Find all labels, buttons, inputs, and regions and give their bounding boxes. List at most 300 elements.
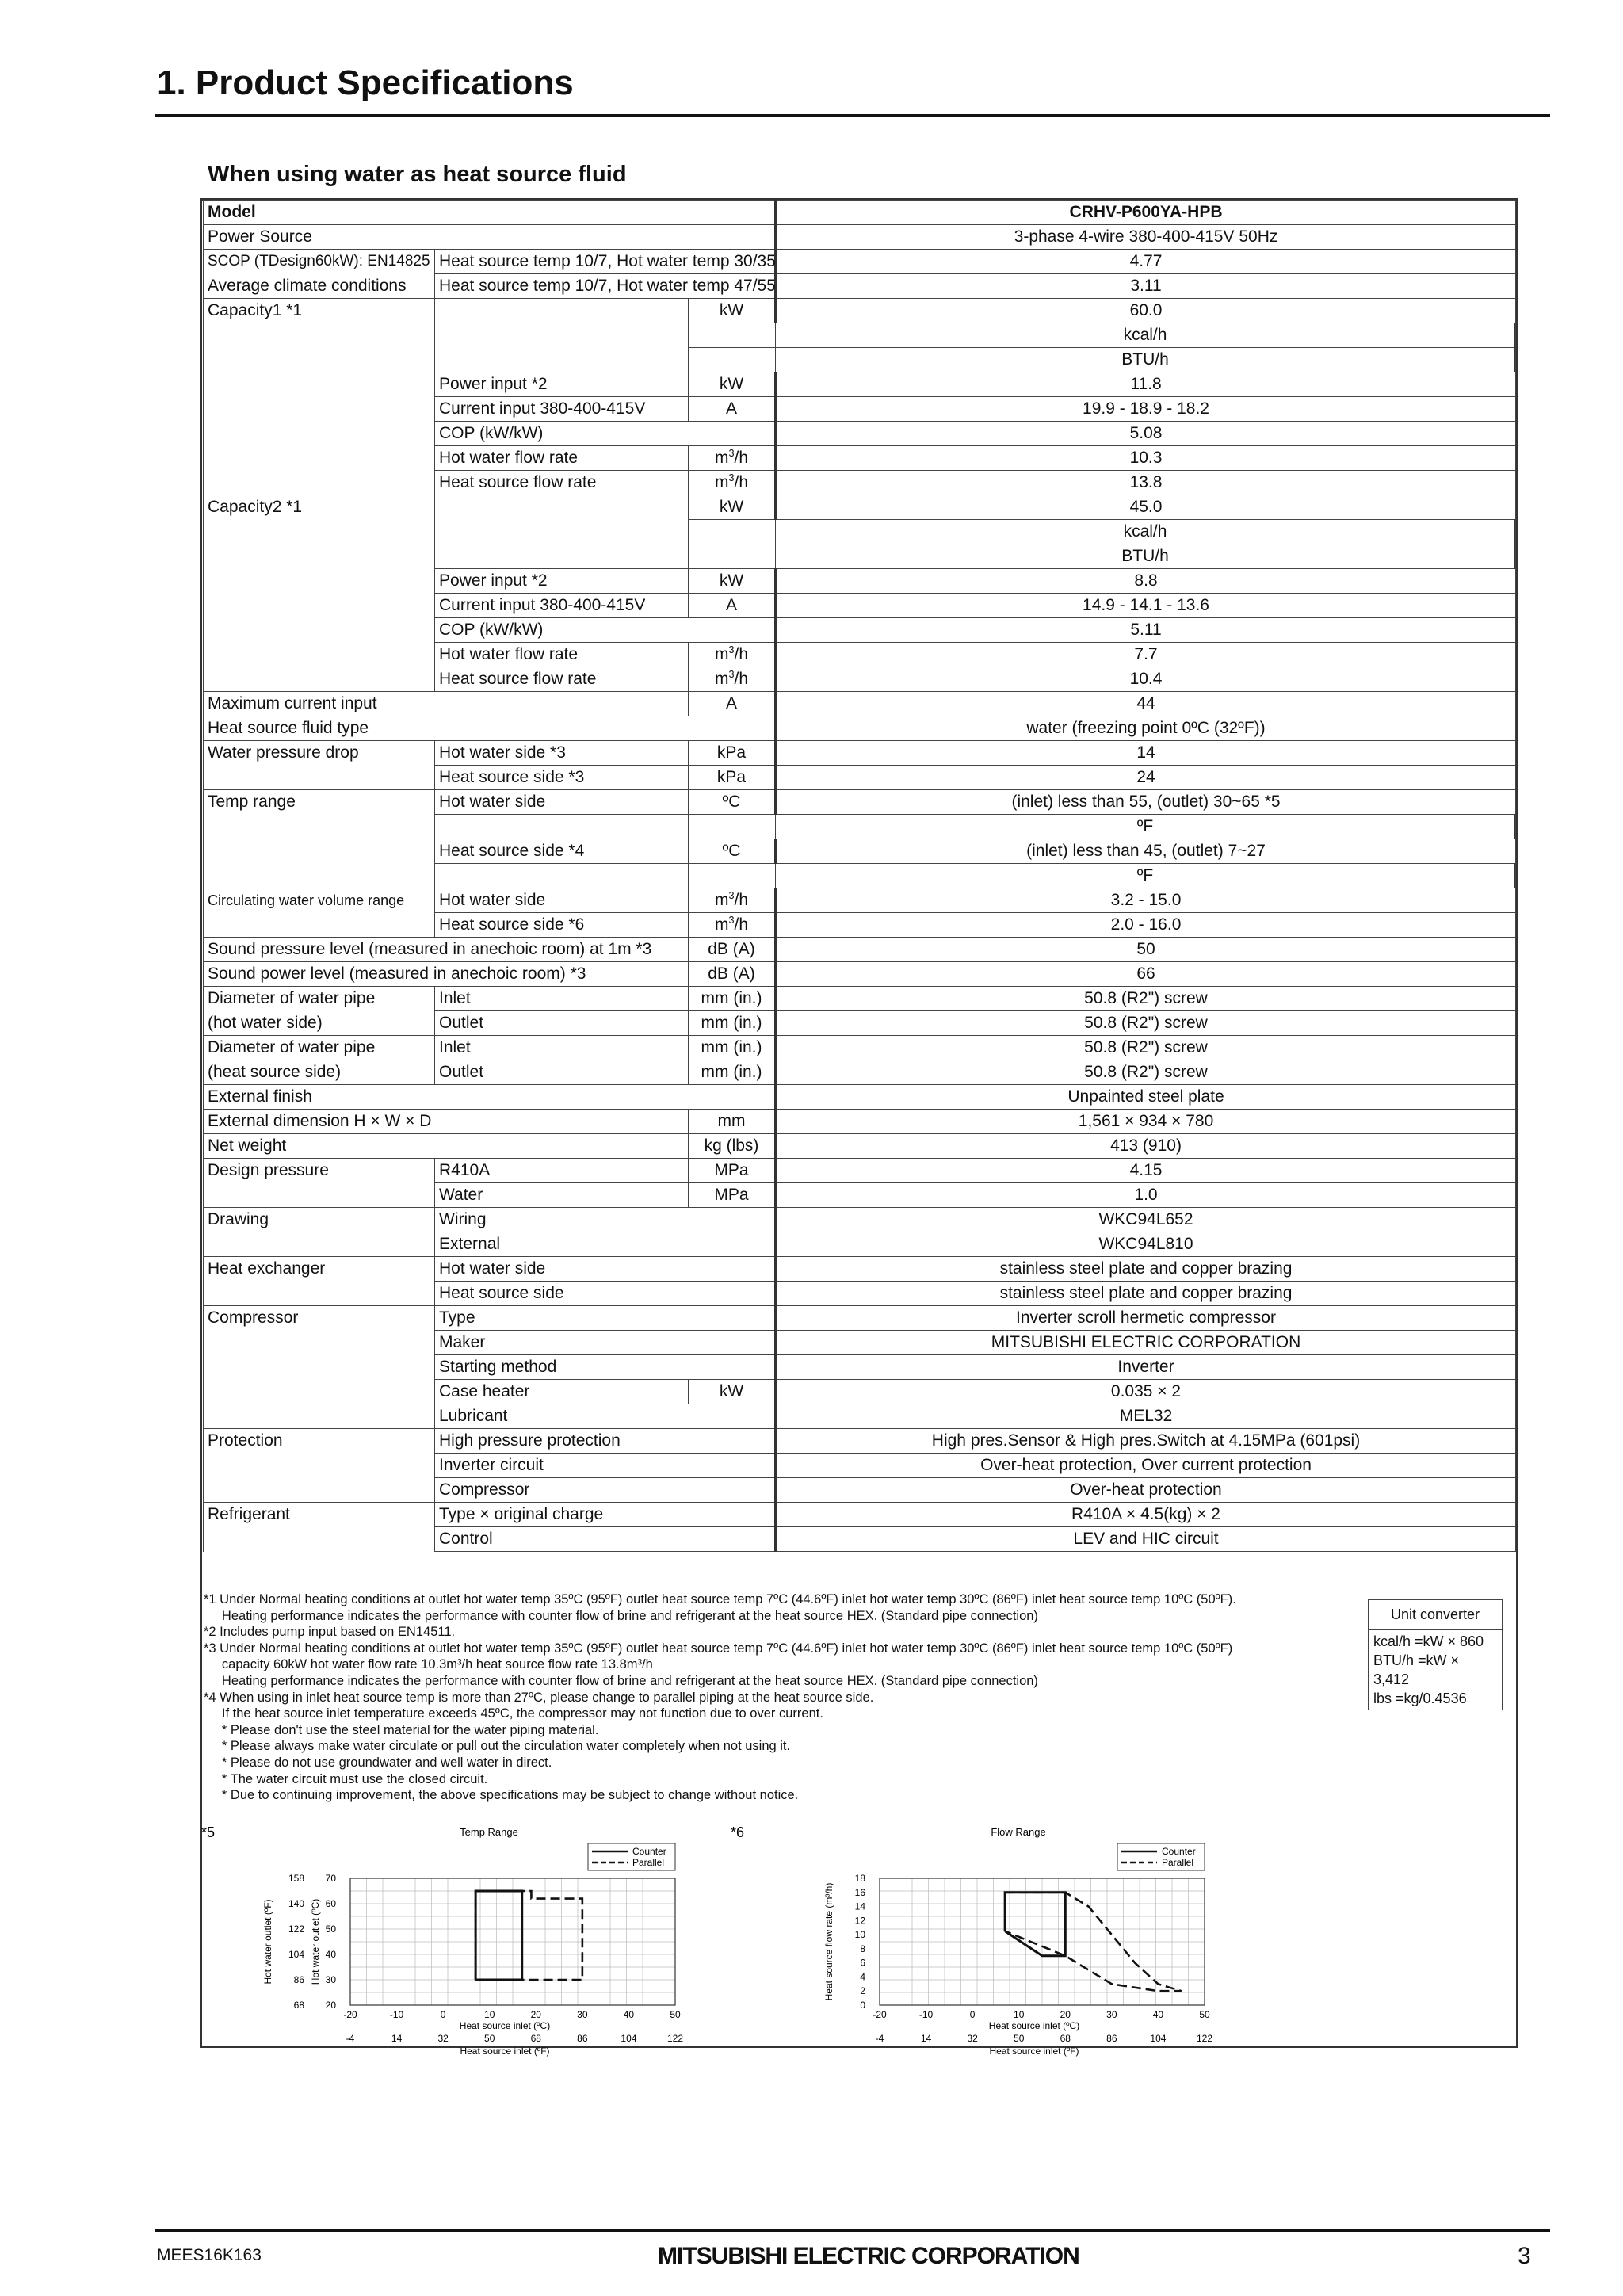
spec-label: Average climate conditions — [204, 274, 435, 299]
title-rule — [155, 114, 1550, 117]
y-tick-label: 20 — [325, 2000, 336, 2011]
spec-sublabel — [435, 299, 689, 323]
spec-sublabel: Lubricant — [435, 1404, 776, 1429]
spec-value: CRHV-P600YA-HPB — [776, 201, 1516, 225]
unit-converter-line: lbs =kg/0.4536 — [1373, 1690, 1467, 1706]
x-tick-label-f: -4 — [346, 2033, 355, 2044]
footnote: * The water circuit must use the closed circuit. — [204, 1771, 488, 1786]
spec-row — [204, 372, 1516, 397]
chart-marker: *5 — [201, 1824, 216, 1840]
spec-label — [204, 323, 435, 348]
spec-value: High pres.Sensor & High pres.Switch at 4.15MPa (601psi) — [776, 1429, 1516, 1454]
spec-row — [204, 348, 1516, 372]
x-tick-label: -20 — [873, 2009, 887, 2020]
spec-value: 14 — [776, 741, 1516, 766]
spec-label — [204, 1355, 435, 1380]
spec-label: External finish — [204, 1085, 776, 1110]
spec-label: Power Source — [204, 225, 776, 250]
spec-value: 0.035 × 2 — [776, 1380, 1516, 1404]
spec-row — [204, 471, 1516, 495]
spec-label — [204, 1331, 435, 1355]
spec-value: 7.7 — [776, 643, 1516, 667]
spec-value: stainless steel plate and copper brazing — [776, 1282, 1516, 1306]
spec-label: Circulating water volume range — [204, 888, 435, 913]
spec-sublabel: Compressor — [435, 1478, 776, 1503]
spec-sublabel — [435, 864, 689, 888]
spec-label: Net weight — [204, 1134, 689, 1159]
spec-sublabel — [689, 544, 776, 569]
spec-row — [204, 250, 1516, 274]
x-tick-label: 10 — [484, 2009, 495, 2020]
spec-row — [204, 643, 1516, 667]
spec-label: Capacity2 *1 — [204, 495, 435, 520]
spec-sublabel: Outlet — [435, 1011, 689, 1036]
chart-title: Temp Range — [460, 1826, 518, 1838]
spec-row — [204, 913, 1516, 938]
spec-value: Inverter — [776, 1355, 1516, 1380]
spec-label — [204, 422, 435, 446]
spec-value: Over-heat protection — [776, 1478, 1516, 1503]
y-tick-label: 60 — [325, 1898, 336, 1909]
spec-row — [204, 1183, 1516, 1208]
spec-row — [204, 1282, 1516, 1306]
spec-label — [204, 1232, 435, 1257]
x-tick-label-f: 68 — [1060, 2033, 1071, 2044]
x-tick-label-f: 14 — [920, 2033, 932, 2044]
spec-unit: kPa — [689, 766, 776, 790]
spec-label — [204, 1183, 435, 1208]
spec-row — [204, 766, 1516, 790]
spec-value: WKC94L810 — [776, 1232, 1516, 1257]
spec-unit: $m^3/h$ — [689, 667, 776, 692]
y-tick-label-f: 86 — [293, 1974, 304, 1985]
spec-label — [204, 1404, 435, 1429]
flow-range-chart — [729, 1823, 1252, 2057]
spec-sublabel: Water — [435, 1183, 689, 1208]
spec-unit: kg (lbs) — [689, 1134, 776, 1159]
spec-value: R410A × 4.5(kg) × 2 — [776, 1503, 1516, 1527]
spec-unit: $m^3/h$ — [689, 643, 776, 667]
spec-row — [204, 864, 1516, 888]
x-tick-label-f: 14 — [391, 2033, 403, 2044]
spec-row — [204, 1527, 1516, 1552]
spec-row — [204, 1011, 1516, 1036]
spec-sublabel: Hot water flow rate — [435, 643, 689, 667]
footer-rule — [155, 2229, 1550, 2232]
spec-sublabel — [435, 544, 689, 569]
spec-row — [204, 888, 1516, 913]
spec-row — [204, 1380, 1516, 1404]
spec-value: 3.2 - 15.0 — [776, 888, 1516, 913]
spec-sublabel: External — [435, 1232, 776, 1257]
spec-unit: ºC — [689, 790, 776, 815]
spec-sublabel: Current input 380-400-415V — [435, 594, 689, 618]
spec-unit: kcal/h — [776, 323, 1516, 348]
spec-row — [204, 569, 1516, 594]
spec-value: 66 — [776, 962, 1516, 987]
spec-row — [204, 1503, 1516, 1527]
y-axis-label: Heat source flow rate (m³/h) — [823, 1882, 834, 2001]
spec-unit: $m^3/h$ — [689, 913, 776, 938]
spec-value: MITSUBISHI ELECTRIC CORPORATION — [776, 1331, 1516, 1355]
footnote: *4 When using in inlet heat source temp is more than 27ºC, please change to parallel piping at the heat source side. — [204, 1690, 874, 1705]
x-tick-label-f: 104 — [1150, 2033, 1167, 2044]
x-tick-label: 20 — [530, 2009, 541, 2020]
spec-label: Sound power level (measured in anechoic room) *3 — [204, 962, 689, 987]
spec-label: Heat source fluid type — [204, 716, 776, 741]
spec-unit: ºC — [689, 839, 776, 864]
spec-sublabel: Type × original charge — [435, 1503, 776, 1527]
spec-label — [204, 446, 435, 471]
x-axis-label-f: Heat source inlet (ºF) — [989, 2046, 1079, 2057]
spec-sublabel: Control — [435, 1527, 776, 1552]
y-tick-label-f: 140 — [288, 1898, 304, 1909]
spec-value: 4.15 — [776, 1159, 1516, 1183]
x-tick-label: 20 — [1060, 2009, 1071, 2020]
spec-value: 13.8 — [776, 471, 1516, 495]
page-number: 3 — [1518, 2243, 1531, 2269]
x-tick-label: -20 — [343, 2009, 357, 2020]
spec-label: Refrigerant — [204, 1503, 435, 1527]
spec-sublabel: Heat source side *3 — [435, 766, 689, 790]
spec-row — [204, 225, 1516, 250]
spec-value: Inverter scroll hermetic compressor — [776, 1306, 1516, 1331]
spec-value: 50.8 (R2") screw — [776, 1011, 1516, 1036]
spec-label: SCOP (TDesign60kW): EN14825 — [204, 250, 435, 274]
spec-row — [204, 397, 1516, 422]
y-axis-label-f: Hot water outlet (ºF) — [262, 1899, 273, 1985]
spec-value: 2.0 - 16.0 — [776, 913, 1516, 938]
spec-sublabel: High pressure protection — [435, 1429, 776, 1454]
spec-row — [204, 667, 1516, 692]
spec-value: water (freezing point 0ºC (32ºF)) — [776, 716, 1516, 741]
spec-row — [204, 1454, 1516, 1478]
unit-converter-line: kcal/h =kW × 860 — [1373, 1633, 1484, 1649]
spec-unit: ºF — [776, 815, 1516, 839]
spec-label: Temp range — [204, 790, 435, 815]
spec-sublabel: Hot water flow rate — [435, 446, 689, 471]
x-tick-label-f: 86 — [577, 2033, 588, 2044]
y-tick-label-f: 68 — [293, 2000, 304, 2011]
spec-label: Sound pressure level (measured in anechoic room) at 1m *3 — [204, 938, 689, 962]
spec-row — [204, 1331, 1516, 1355]
spec-unit: BTU/h — [776, 544, 1516, 569]
spec-row — [204, 1232, 1516, 1257]
spec-value: stainless steel plate and copper brazing — [776, 1257, 1516, 1282]
spec-sublabel: Current input 380-400-415V — [435, 397, 689, 422]
legend-label: Counter — [632, 1846, 666, 1857]
spec-label: Design pressure — [204, 1159, 435, 1183]
legend-label: Counter — [1162, 1846, 1196, 1857]
spec-sublabel — [435, 520, 689, 544]
x-tick-label-f: 50 — [484, 2033, 495, 2044]
spec-sublabel: Inlet — [435, 1036, 689, 1060]
spec-value: 50.8 (R2") screw — [776, 987, 1516, 1011]
spec-unit: mm (in.) — [689, 1060, 776, 1085]
spec-unit: mm (in.) — [689, 987, 776, 1011]
spec-value: 10.4 — [776, 667, 1516, 692]
spec-sublabel: Heat source side *4 — [435, 839, 689, 864]
footnote: *1 Under Normal heating conditions at outlet hot water temp 35ºC (95ºF) outlet heat source temp 7ºC (44.6ºF) inlet hot water temp 30ºC (86ºF) inlet heat source temp 10ºC (50ºF). — [204, 1592, 1236, 1606]
spec-unit: kPa — [689, 741, 776, 766]
spec-label — [204, 520, 435, 544]
spec-row — [204, 716, 1516, 741]
spec-value: 50.8 (R2") screw — [776, 1060, 1516, 1085]
spec-sublabel: Heat source side — [435, 1282, 776, 1306]
spec-label — [204, 766, 435, 790]
spec-unit: ºF — [776, 864, 1516, 888]
spec-label: (heat source side) — [204, 1060, 435, 1085]
spec-label — [204, 569, 435, 594]
y-tick-label: 0 — [860, 2000, 865, 2011]
spec-sublabel: Outlet — [435, 1060, 689, 1085]
spec-label — [204, 348, 435, 372]
spec-label — [204, 1527, 435, 1552]
spec-row — [204, 1110, 1516, 1134]
footnote: * Due to continuing improvement, the above specifications may be subject to change without notice. — [204, 1788, 799, 1803]
spec-sublabel: Maker — [435, 1331, 776, 1355]
spec-row — [204, 1478, 1516, 1503]
section-title: When using water as heat source fluid — [208, 162, 627, 187]
x-tick-label: 0 — [969, 2009, 976, 2020]
spec-sublabel — [689, 815, 776, 839]
spec-sublabel — [435, 323, 689, 348]
spec-sublabel — [689, 323, 776, 348]
y-tick-label: 70 — [325, 1873, 336, 1884]
spec-value: 45.0 — [776, 495, 1516, 520]
spec-sublabel: Heat source temp 10/7, Hot water temp 30/35 — [435, 250, 776, 274]
spec-row — [204, 201, 1516, 225]
spec-label: Maximum current input — [204, 692, 689, 716]
spec-value: 413 (910) — [776, 1134, 1516, 1159]
spec-value: (inlet) less than 45, (outlet) 7~27 — [776, 839, 1516, 864]
spec-sublabel: Hot water side — [435, 888, 689, 913]
y-tick-label: 6 — [860, 1957, 865, 1969]
spec-value: 50.8 (R2") screw — [776, 1036, 1516, 1060]
x-tick-label-f: 104 — [621, 2033, 637, 2044]
footnote: * Please always make water circulate or pull out the circulation water completely when not using it. — [204, 1739, 791, 1754]
spec-unit: kcal/h — [776, 520, 1516, 544]
spec-unit: dB (A) — [689, 962, 776, 987]
spec-row — [204, 544, 1516, 569]
footnote: Heating performance indicates the performance with counter flow of brine and refrigerant at the heat source HEX. (Standard pipe connection) — [204, 1673, 1038, 1688]
spec-unit: A — [689, 397, 776, 422]
spec-value: 10.3 — [776, 446, 1516, 471]
x-tick-label: 50 — [1199, 2009, 1210, 2020]
spec-row — [204, 422, 1516, 446]
x-tick-label-f: 32 — [967, 2033, 978, 2044]
x-tick-label-f: 122 — [1196, 2033, 1213, 2044]
footnotes — [204, 1591, 1353, 1804]
spec-row — [204, 741, 1516, 766]
spec-value: 1,561 × 934 × 780 — [776, 1110, 1516, 1134]
spec-row — [204, 299, 1516, 323]
spec-label: Heat exchanger — [204, 1257, 435, 1282]
spec-sublabel: Hot water side *3 — [435, 741, 689, 766]
spec-unit: kW — [689, 372, 776, 397]
spec-unit: kW — [689, 1380, 776, 1404]
spec-sublabel: COP (kW/kW) — [435, 422, 776, 446]
spec-value: 14.9 - 14.1 - 13.6 — [776, 594, 1516, 618]
x-tick-label: 10 — [1014, 2009, 1025, 2020]
spec-value: LEV and HIC circuit — [776, 1527, 1516, 1552]
x-tick-label-f: 50 — [1014, 2033, 1025, 2044]
spec-unit: A — [689, 692, 776, 716]
spec-row — [204, 790, 1516, 815]
spec-label: Model — [204, 201, 776, 225]
spec-label — [204, 618, 435, 643]
spec-sublabel: Inverter circuit — [435, 1454, 776, 1478]
spec-row — [204, 1306, 1516, 1331]
spec-unit: $m^3/h$ — [689, 471, 776, 495]
spec-sublabel: Power input *2 — [435, 569, 689, 594]
spec-sublabel: Hot water side — [435, 790, 689, 815]
spec-sublabel: Type — [435, 1306, 776, 1331]
spec-row — [204, 1036, 1516, 1060]
spec-unit: A — [689, 594, 776, 618]
chart-marker: *6 — [731, 1824, 745, 1840]
y-tick-label: 2 — [860, 1985, 865, 1997]
spec-label: Water pressure drop — [204, 741, 435, 766]
spec-value: 8.8 — [776, 569, 1516, 594]
footnote: *2 Includes pump input based on EN14511. — [204, 1625, 456, 1640]
footer-company: MITSUBISHI ELECTRIC CORPORATION — [658, 2243, 1079, 2269]
chart-title: Flow Range — [991, 1826, 1046, 1838]
y-tick-label: 18 — [854, 1873, 865, 1884]
spec-sublabel: Heat source flow rate — [435, 471, 689, 495]
spec-label — [204, 667, 435, 692]
spec-value: 3-phase 4-wire 380-400-415V 50Hz — [776, 225, 1516, 250]
unit-converter-title: Unit converter — [1369, 1600, 1502, 1630]
spec-sublabel: Heat source flow rate — [435, 667, 689, 692]
spec-sublabel — [435, 815, 689, 839]
spec-value: 4.77 — [776, 250, 1516, 274]
spec-value: 50 — [776, 938, 1516, 962]
spec-sublabel: Wiring — [435, 1208, 776, 1232]
footnote: * Please do not use groundwater and well water in direct. — [204, 1755, 552, 1770]
spec-sublabel: COP (kW/kW) — [435, 618, 776, 643]
unit-converter — [1368, 1599, 1503, 1710]
spec-row — [204, 1355, 1516, 1380]
spec-unit: mm (in.) — [689, 1011, 776, 1036]
spec-label — [204, 471, 435, 495]
spec-value: MEL32 — [776, 1404, 1516, 1429]
spec-label: Drawing — [204, 1208, 435, 1232]
spec-row — [204, 962, 1516, 987]
spec-row — [204, 1060, 1516, 1085]
y-tick-label: 50 — [325, 1924, 336, 1935]
unit-converter-line: BTU/h =kW × 3,412 — [1373, 1652, 1460, 1687]
spec-row — [204, 938, 1516, 962]
y-tick-label: 16 — [854, 1886, 865, 1898]
y-tick-label: 30 — [325, 1974, 336, 1985]
x-axis-label: Heat source inlet (ºC) — [988, 2020, 1080, 2031]
spec-unit: MPa — [689, 1159, 776, 1183]
spec-row — [204, 1085, 1516, 1110]
spec-unit: kW — [689, 569, 776, 594]
x-tick-label-f: -4 — [875, 2033, 884, 2044]
spec-value: 3.11 — [776, 274, 1516, 299]
x-tick-label: -10 — [918, 2009, 934, 2020]
x-tick-label-f: 122 — [666, 2033, 684, 2044]
spec-label — [204, 1282, 435, 1306]
spec-unit: kW — [689, 299, 776, 323]
spec-label: Diameter of water pipe — [204, 1036, 435, 1060]
spec-row — [204, 446, 1516, 471]
x-tick-label-f: 86 — [1106, 2033, 1117, 2044]
series-counter-line — [1005, 1893, 1065, 1956]
spec-unit: dB (A) — [689, 938, 776, 962]
x-tick-label: 30 — [1106, 2009, 1117, 2020]
spec-sublabel — [689, 864, 776, 888]
spec-sublabel: Hot water side — [435, 1257, 776, 1282]
spec-table — [203, 200, 1516, 1552]
spec-value: 5.08 — [776, 422, 1516, 446]
y-tick-label-f: 104 — [288, 1949, 304, 1960]
spec-row — [204, 987, 1516, 1011]
spec-row — [204, 274, 1516, 299]
spec-unit: mm (in.) — [689, 1036, 776, 1060]
spec-value: 44 — [776, 692, 1516, 716]
spec-unit: kW — [689, 495, 776, 520]
x-tick-label: 50 — [670, 2009, 681, 2020]
y-tick-label-f: 158 — [288, 1873, 304, 1884]
spec-sublabel: R410A — [435, 1159, 689, 1183]
x-axis-label-f: Heat source inlet (ºF) — [460, 2046, 550, 2057]
spec-label: Capacity1 *1 — [204, 299, 435, 323]
spec-value: 11.8 — [776, 372, 1516, 397]
y-tick-label: 14 — [854, 1901, 865, 1912]
spec-row — [204, 495, 1516, 520]
spec-sublabel: Starting method — [435, 1355, 776, 1380]
spec-row — [204, 323, 1516, 348]
page-title: 1. Product Specifications — [157, 63, 574, 102]
spec-label: Compressor — [204, 1306, 435, 1331]
spec-row — [204, 520, 1516, 544]
spec-value: 60.0 — [776, 299, 1516, 323]
spec-value: Over-heat protection, Over current protection — [776, 1454, 1516, 1478]
spec-label — [204, 913, 435, 938]
spec-label — [204, 1478, 435, 1503]
spec-value: 1.0 — [776, 1183, 1516, 1208]
spec-value: WKC94L652 — [776, 1208, 1516, 1232]
spec-row — [204, 594, 1516, 618]
spec-label — [204, 864, 435, 888]
spec-row — [204, 1257, 1516, 1282]
spec-label — [204, 544, 435, 569]
x-tick-label-f: 68 — [530, 2033, 541, 2044]
spec-sublabel: Heat source side *6 — [435, 913, 689, 938]
spec-unit: MPa — [689, 1183, 776, 1208]
spec-sublabel — [689, 348, 776, 372]
spec-sublabel: Heat source temp 10/7, Hot water temp 47/55 — [435, 274, 776, 299]
spec-value: 24 — [776, 766, 1516, 790]
footnote: *3 Under Normal heating conditions at outlet hot water temp 35ºC (95ºF) outlet heat source temp 7ºC (44.6ºF) inlet hot water temp 30ºC (86ºF) inlet heat source temp 10ºC (50ºF) — [204, 1641, 1233, 1656]
spec-row — [204, 618, 1516, 643]
spec-label — [204, 815, 435, 839]
y-tick-label: 10 — [854, 1929, 865, 1941]
spec-label: Protection — [204, 1429, 435, 1454]
footnote: * Please don't use the steel material for the water piping material. — [204, 1722, 599, 1737]
y-axis-label: Hot water outlet (ºC) — [310, 1898, 321, 1985]
footnote: If the heat source inlet temperature exceeds 45ºC, the compressor may not function due to over current. — [204, 1706, 823, 1721]
spec-row — [204, 1159, 1516, 1183]
doc-number: MEES16K163 — [157, 2246, 262, 2264]
y-tick-label: 40 — [325, 1949, 336, 1960]
x-tick-label: 30 — [577, 2009, 588, 2020]
spec-unit: BTU/h — [776, 348, 1516, 372]
legend-label: Parallel — [632, 1857, 665, 1868]
